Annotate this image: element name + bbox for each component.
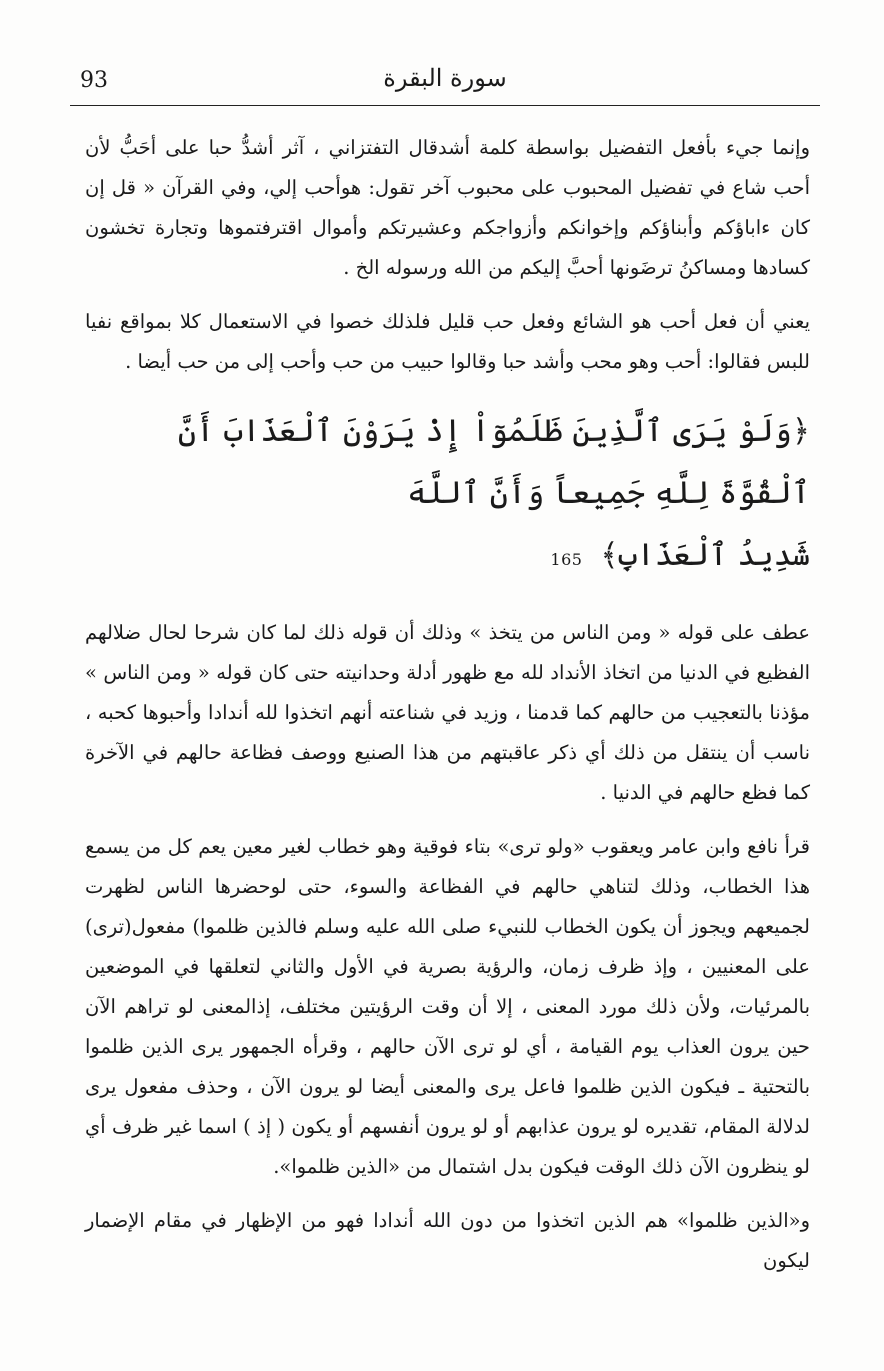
paragraph-tafdil: وإنما جيء بأفعل التفضيل بواسطة كلمة أشدقال التفتزاني ، آثر أشدُّ حبا على أحَبُّ لأن أحب شاع في تفضيل المحبوب على محبوب آخر تقول: هوأحب إلي، وفي القرآن « قل إن كان ءاباؤكم وأبناؤكم وإخوانكم وأزواجكم وعشيرتكم وأموال اقترفتموها وتجارة تخشون كسادها ومساكنُ ترضَونها أحبَّ إليكم من الله ورسوله الخ . bbox=[85, 136, 810, 279]
page-number: 93 bbox=[80, 68, 108, 93]
paragraph-atf: عطف على قوله « ومن الناس من يتخذ » وذلك أن قوله ذلك لما كان شرحا لحال ضلالهم الفظيع في الدنيا من اتخاذ الأنداد لله مع ظهور أدلة وحدانيته حتى كان قوله « ومن الناس » مؤذنا بالتعجيب من حالهم كما قدمنا ، وزيد في شناعته أنهم اتخذوا لله أندادا وأحبوها كحبه ، ناسب أن ينتقل من ذلك أي ذكر عاقبتهم من هذا الصنيع ووصف فظاعة حالهم في الآخرة كما فظع حالهم في الدنيا . bbox=[85, 621, 810, 804]
page-body bbox=[85, 128, 810, 1295]
verse-line-1: ﴿وَلَوْ يَرَى ٱلَّذِينَ ظَلَمُوٓاْ إِذْ يَرَوْنَ ٱلْعَذَابَ أَنَّ ٱلْقُوَّةَ لِلَّهِ جَمِيعاً وَأَنَّ ٱللَّهَ bbox=[177, 413, 810, 511]
header-divider bbox=[70, 105, 820, 106]
paragraph-ahabb-usage: يعني أن فعل أحب هو الشائع وفعل حب قليل فلذلك خصوا في الاستعمال كلا بمواقع نفيا للبس فقالوا: أحب وهو محب وأشد حبا وقالوا حبيب من حب وأحب إلى من حب أيضا . bbox=[85, 310, 810, 373]
page-header bbox=[70, 62, 820, 102]
running-title: سورة البقرة bbox=[383, 64, 507, 92]
verse-line-2 bbox=[85, 524, 810, 591]
verse-number: 165 bbox=[550, 550, 583, 569]
paragraph-qiraat: قرأ نافع وابن عامر ويعقوب «ولو ترى» بتاء فوقية وهو خطاب لغير معين يعم كل من يسمع هذا الخطاب، وذلك لتناهي حالهم في الفظاعة والسوء، حتى لوحضرها الناس لظهرت لجميعهم ويجوز أن يكون الخطاب للنبيء صلى الله عليه وسلم فالذين ظلموا) مفعول(ترى) على المعنيين ، وإذ ظرف زمان، والرؤية بصرية في الأول والثاني لتعلقها في الموضعين بالمرئيات، ولأن ذلك مورد المعنى ، إلا أن وقت الرؤيتين مختلف، إذالمعنى لو تراهم الآن حين يرون العذاب يوم القيامة ، أي لو ترى الآن حالهم ، وقرأه الجمهور يرى الذين ظلموا بالتحتية ـ فيكون الذين ظلموا فاعل يرى والمعنى أيضا لو يرون الآن ، وحذف مفعول يرى لدلالة المقام، تقديره لو يرون عذابهم أو لو يرون أنفسهم أو يكون ( إذ ) اسما غير ظرف أي لو ينظرون الآن ذلك الوقت فيكون بدل اشتمال من «الذين ظلموا». bbox=[85, 835, 810, 1178]
paragraph-alladhina-zalamu: و«الذين ظلموا» هم الذين اتخذوا من دون الله أندادا فهو من الإظهار في مقام الإضمار ليكون bbox=[85, 1209, 810, 1272]
verse-line-2-text: شَدِيدُ ٱلْعَذَابِ﴾ bbox=[600, 537, 810, 573]
quran-verse bbox=[85, 400, 810, 591]
